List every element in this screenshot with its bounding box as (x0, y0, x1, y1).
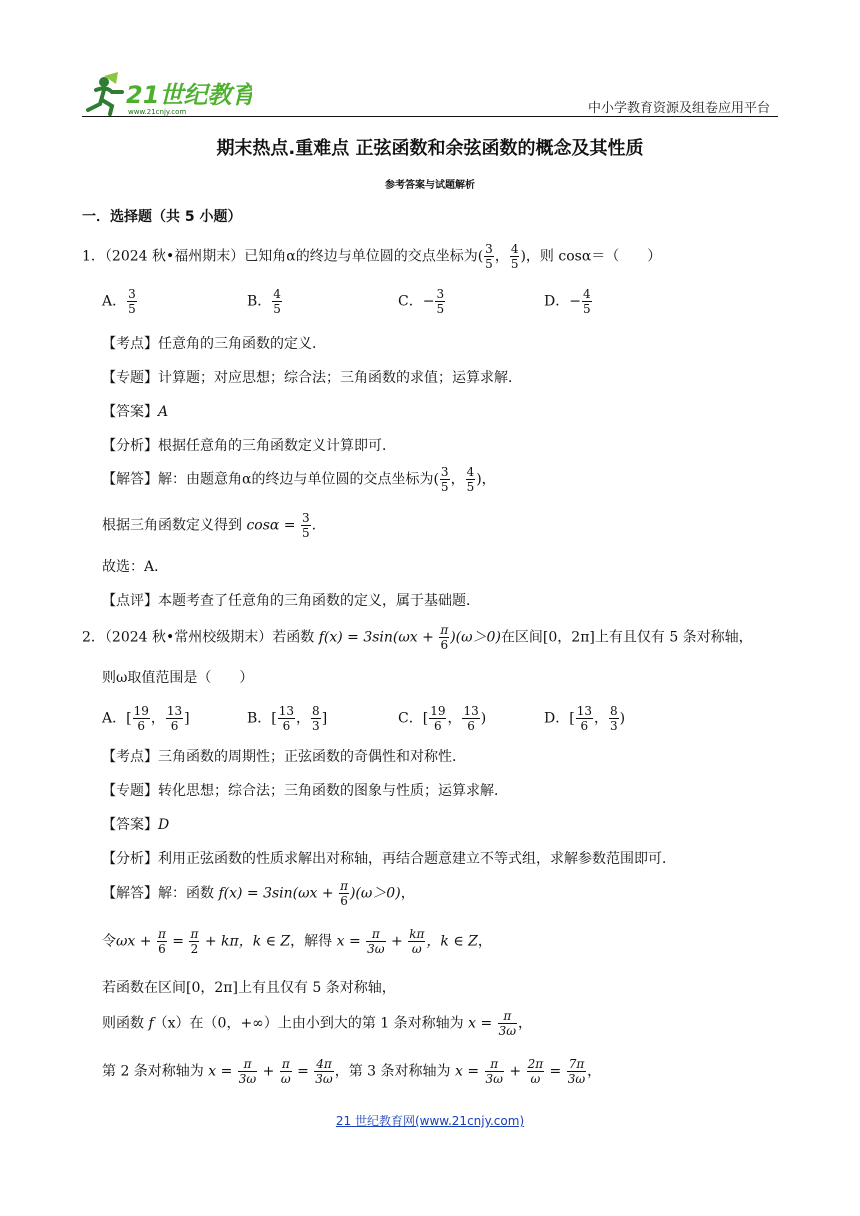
q1-frac-y (510, 243, 520, 270)
q1-derivation (102, 512, 316, 539)
header-platform-text: 中小学教育资源及组卷应用平台 (588, 101, 771, 116)
q1-stem (82, 243, 661, 270)
q1-option-frac (435, 288, 445, 315)
q2-option-d[interactable]: D．[ $\frac{13}{6}$ ， $\frac{8}{3}$ ) (544, 704, 626, 733)
frac-num: π (366, 928, 385, 942)
q2-stem-frac (439, 624, 449, 651)
frac-den: 5 (436, 302, 445, 316)
frac-den: ω (530, 1072, 541, 1086)
frac (576, 705, 593, 732)
q2-first-axis (102, 1010, 532, 1037)
text: 则函数 (102, 1015, 149, 1032)
math: = (292, 1063, 314, 1080)
frac-den: 3ω (238, 1072, 257, 1086)
jieda-end: ， (400, 885, 415, 902)
bracket: [ (271, 710, 277, 727)
frac (166, 705, 183, 732)
frac-den: 5 (440, 480, 449, 494)
frac-num: 8 (609, 704, 618, 718)
bracket: ] (321, 710, 328, 727)
q2-stem-line2: 则ω取值范围是（ ） (102, 670, 254, 686)
frac-num: 4 (273, 287, 281, 301)
answer-value: D (158, 817, 170, 833)
frac-den: 6 (434, 719, 442, 733)
derivation-math: cosα = (246, 517, 300, 534)
frac-num: kπ (409, 927, 425, 941)
jieda-frac-x (440, 466, 450, 493)
frac-den: 6 (170, 719, 179, 733)
frac-num: 13 (166, 704, 183, 718)
jieda-math: f(x) = 3sin(ωx + (218, 885, 339, 902)
frac-den: 5 (582, 302, 591, 316)
frac (311, 705, 321, 732)
q2-jieda (102, 880, 415, 907)
text: 第 2 条对称轴为 (102, 1063, 209, 1080)
frac-den: ω (280, 1072, 291, 1086)
frac-den: 3ω (498, 1024, 517, 1038)
frac-den: 3 (609, 719, 618, 733)
frac-den: ω (411, 942, 422, 956)
q1-option-frac (272, 288, 282, 315)
math: + (258, 1063, 279, 1080)
math: + (504, 1063, 526, 1080)
q1-option-sign: − (569, 293, 581, 310)
frac (408, 928, 425, 955)
frac (280, 1058, 292, 1085)
text: （x）在（0，+∞）上由小到大的第 1 条对称轴为 (153, 1015, 469, 1032)
derivation-frac (301, 512, 311, 539)
q1-option-sign: − (422, 293, 435, 310)
frac-den: 3ω (485, 1072, 503, 1086)
frac-num: 19 (430, 704, 446, 718)
q2-option-c[interactable]: C．[ $\frac{19}{6}$ ， $\frac{13}{6}$ ) (398, 704, 487, 733)
jieda-frac-y (466, 466, 476, 493)
bracket: [ (422, 710, 429, 727)
frac-den: 5 (466, 480, 475, 494)
frac-num: π (340, 879, 348, 893)
bracket: [ (126, 710, 132, 727)
q2-stem-text2: 在区间[0，2π]上有且仅有 5 条对称轴， (500, 629, 753, 646)
frac (567, 1058, 586, 1085)
q1-option-label: D． (544, 293, 570, 310)
bracket: [ (569, 710, 575, 727)
jieda-text: 【解答】解：由题意角α的终边与单位圆的交点坐标为( (102, 471, 439, 488)
jieda-text: 【解答】解：函数 (102, 885, 219, 902)
q2-condition: 若函数在区间[0，2π]上有且仅有 5 条对称轴， (102, 980, 396, 996)
text: ， (587, 1063, 602, 1080)
q2-option-a[interactable]: A．[ $\frac{19}{6}$ ， $\frac{13}{6}$ ] (102, 704, 190, 733)
q1-option-b[interactable] (247, 288, 283, 315)
text: ， (477, 933, 492, 950)
frac-num: 8 (312, 704, 320, 718)
page-subtitle: 参考答案与试题解析 (385, 180, 475, 191)
site-logo (82, 70, 252, 120)
q2-stem-math2: )(ω＞0) (450, 629, 501, 646)
q2-fenxi: 【分析】利用正弦函数的性质求解出对称轴，再结合题意建立不等式组，求解参数范围即可． (102, 851, 676, 867)
q1-frac-x-den: 5 (485, 257, 493, 271)
frac (498, 1010, 517, 1037)
frac-num: 7π (568, 1057, 585, 1071)
frac (527, 1058, 545, 1085)
q1-fenxi: 【分析】根据任意角的三角函数定义计算即可． (102, 438, 396, 454)
frac-den: 2 (190, 942, 199, 956)
math: ，k ∈ Z (426, 933, 478, 950)
q1-option-frac (127, 288, 137, 315)
frac (462, 705, 479, 732)
math: ωx + (116, 933, 156, 950)
frac-den: 3ω (567, 1072, 586, 1086)
header-divider (82, 116, 778, 117)
math: = (167, 933, 189, 950)
frac (278, 705, 295, 732)
derivation-end: . (311, 517, 317, 534)
math: + kπ，k ∈ Z (200, 933, 291, 950)
frac-num: 4π (316, 1057, 332, 1071)
section-heading: 一．选择题（共 5 小题） (82, 209, 242, 225)
logo-url: www.21cnjy.com (128, 108, 187, 116)
answer-value: A (158, 404, 169, 420)
q1-frac-y-den: 5 (510, 257, 519, 271)
q1-option-frac (582, 288, 592, 315)
frac-den: 6 (137, 719, 146, 733)
frac (609, 705, 619, 732)
jieda-end: )， (476, 471, 496, 488)
q1-frac-x-num: 3 (485, 242, 493, 256)
q1-jieda (102, 466, 496, 493)
frac (339, 880, 349, 907)
frac (429, 705, 446, 732)
q1-dianping: 【点评】本题考查了任意角的三角函数的定义，属于基础题． (102, 593, 480, 609)
frac-num: π (485, 1058, 504, 1072)
frac-num: 19 (133, 704, 149, 718)
frac-num: 4 (582, 287, 591, 301)
frac (133, 705, 150, 732)
math: f (148, 1015, 154, 1032)
frac-num: 13 (576, 704, 592, 718)
logo-text: 21世纪教育 (126, 81, 252, 109)
frac-num: 13 (278, 704, 295, 718)
q2-zhuanti: 【专题】转化思想；综合法；三角函数的图象与性质；运算求解． (102, 783, 508, 799)
frac (157, 928, 167, 955)
q2-option-b[interactable]: B．[ $\frac{13}{6}$ ， $\frac{8}{3}$ ] (247, 704, 328, 733)
frac-num: π (440, 623, 449, 637)
q1-option-a[interactable] (102, 288, 138, 315)
frac-num: π (190, 927, 199, 941)
frac-num: 3 (436, 287, 445, 301)
frac (189, 928, 199, 955)
frac-den: 3 (312, 719, 320, 733)
text: ， (518, 1015, 533, 1032)
frac-num: 4 (466, 465, 475, 479)
option-label: A． (102, 710, 127, 727)
frac-num: 13 (463, 704, 479, 718)
q1-kaodian: 【考点】任意角的三角函数的定义． (102, 336, 326, 352)
answer-label: 【答案】 (102, 404, 158, 420)
q1-stem-end: )，则 cosα＝（ ） (520, 248, 662, 265)
frac-den: 3ω (315, 1072, 333, 1086)
option-label: C． (398, 710, 423, 727)
frac-den: 6 (282, 719, 291, 733)
q2-stem (82, 624, 753, 651)
sep: ， (450, 471, 465, 488)
footer-site-link[interactable]: 21 世纪教育网(www.21cnjy.com) (335, 1114, 525, 1128)
frac-num: 3 (440, 465, 449, 479)
frac-den: 3ω (367, 942, 385, 956)
frac-den: 6 (340, 894, 348, 908)
q1-option-label: B． (247, 293, 272, 310)
frac-den: 6 (158, 942, 166, 956)
q1-zhuanti: 【专题】计算题；对应思想；综合法；三角函数的求值；运算求解． (102, 370, 522, 386)
page-title: 期末热点.重难点 正弦函数和余弦函数的概念及其性质 (216, 138, 644, 159)
frac-num: 2π (527, 1057, 544, 1071)
frac-den: 6 (580, 719, 589, 733)
q1-option-d[interactable] (544, 288, 593, 315)
frac (314, 1058, 333, 1085)
q2-axis-eq (102, 928, 492, 955)
q2-answer (102, 814, 169, 834)
runner-logo-icon (82, 70, 252, 120)
frac-num: 3 (302, 511, 310, 525)
q1-answer (102, 401, 168, 421)
frac (485, 1058, 504, 1085)
frac-num: π (281, 1057, 290, 1071)
math: = (545, 1063, 566, 1080)
derivation-text: 根据三角函数定义得到 (102, 517, 247, 534)
jieda-math2: )(ω＞0) (349, 885, 401, 902)
math: x = (454, 1063, 484, 1080)
q1-option-label: A． (102, 293, 127, 310)
q2-second-third-axis (102, 1058, 601, 1085)
q1-sep: ， (494, 248, 509, 265)
frac-num: π (498, 1010, 517, 1024)
math: x = (336, 933, 366, 950)
q1-stem-text: 1．（2024 秋•福州期末）已知角α的终边与单位圆的交点坐标为( (82, 248, 484, 265)
frac-num: π (238, 1058, 257, 1072)
math: x = (208, 1063, 237, 1080)
frac (238, 1058, 257, 1085)
q2-kaodian: 【考点】三角函数的周期性；正弦函数的奇偶性和对称性． (102, 749, 466, 765)
q1-option-label: C． (398, 293, 423, 310)
bracket: ] (184, 710, 190, 727)
q1-frac-y-num: 4 (510, 242, 519, 256)
option-label: B． (247, 710, 272, 727)
q1-option-c[interactable] (398, 288, 446, 315)
text: ，第 3 条对称轴为 (334, 1063, 455, 1080)
frac-den: 6 (440, 638, 449, 652)
frac-den: 5 (302, 526, 310, 540)
frac-den: 6 (467, 719, 475, 733)
text: 令 (102, 933, 116, 950)
text: ，解得 (290, 933, 337, 950)
frac-num: π (157, 927, 166, 941)
q2-stem-math: f(x) = 3sin(ωx + (318, 629, 439, 646)
option-label: D． (544, 710, 570, 727)
math: x = (468, 1015, 497, 1032)
frac-den: 5 (273, 302, 281, 316)
bracket: ) (619, 710, 626, 727)
answer-label: 【答案】 (102, 817, 158, 833)
frac-num: 3 (128, 287, 136, 301)
math: + (386, 933, 408, 950)
q2-stem-text: 2．（2024 秋•常州校级期末）若函数 (82, 629, 319, 646)
frac-den: 5 (128, 302, 136, 316)
frac (366, 928, 385, 955)
bracket: ) (480, 710, 487, 727)
q1-guxuan: 故选：A． (102, 559, 169, 575)
q1-frac-x (484, 243, 494, 270)
